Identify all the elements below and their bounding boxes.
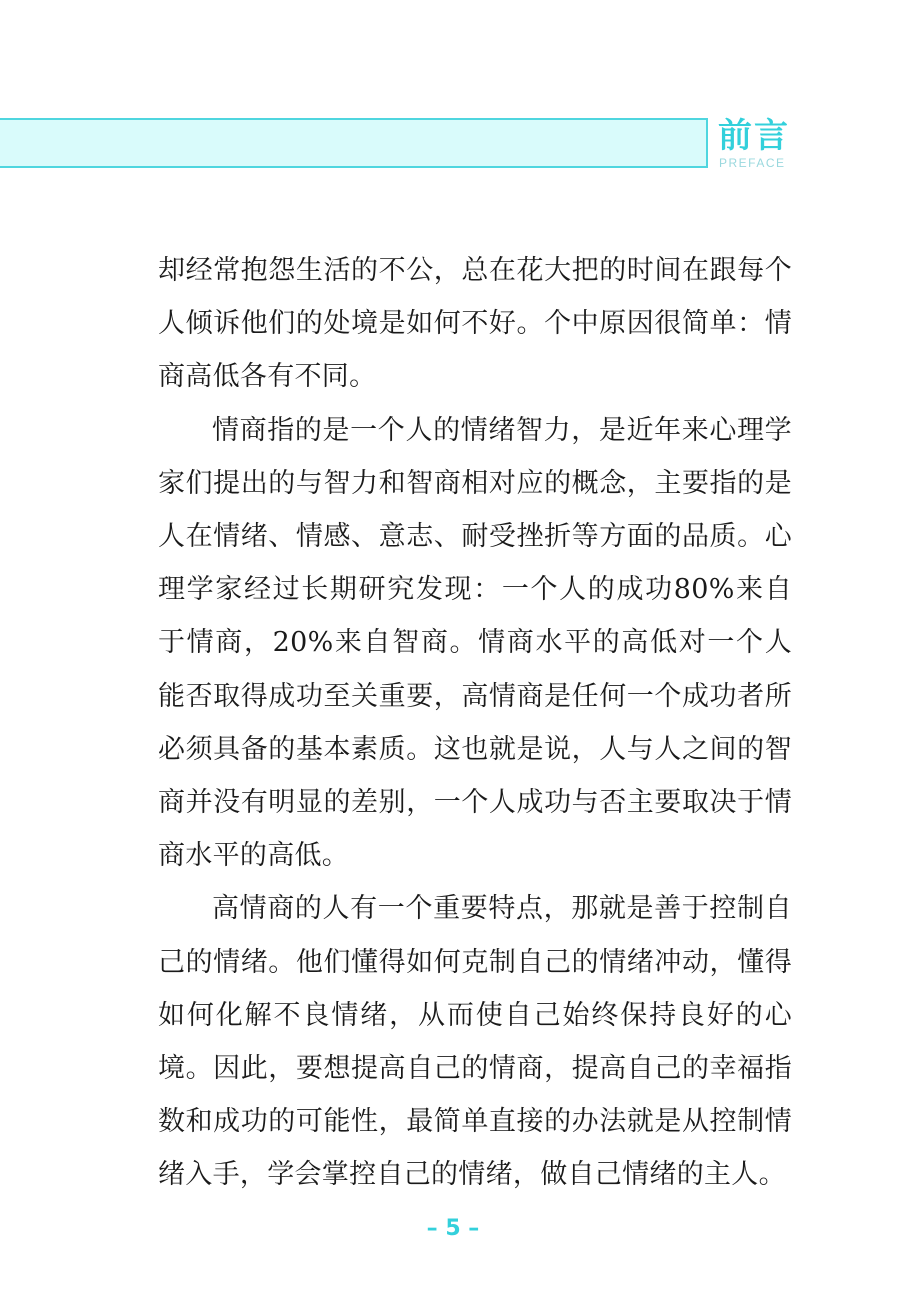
section-title: 前言 <box>718 116 790 156</box>
page-number: – 5 – <box>426 1216 480 1241</box>
section-subtitle: PREFACE <box>719 156 786 170</box>
paragraph-continued: 却经常抱怨生活的不公，总在花大把的时间在跟每个人倾诉他们的处境是如何不好。个中原因很简单：情商高低各有不同。 <box>158 255 792 393</box>
paragraph-controlling-emotions: 高情商的人有一个重要特点，那就是善于控制自己的情绪。他们懂得如何克制自己的情绪冲动，懂得如何化解不良情绪，从而使自己始终保持良好的心境。因此，要想提高自己的情商，提高自己的幸福指数和成功的可能性，最简单直接的办法就是从控制情绪入手，学会掌控自己的情绪，做自己情绪的主人。 <box>158 893 792 1191</box>
header-band <box>0 118 708 168</box>
paragraph-emotional-intelligence-definition: 情商指的是一个人的情绪智力，是近年来心理学家们提出的与智力和智商相对应的概念，主要指的是人在情绪、情感、意志、耐受挫折等方面的品质。心理学家经过长期研究发现：一个人的成功80%来自于情商，20%来自智商。情商水平的高低对一个人能否取得成功至关重要，高情商是任何一个成功者所必须具备的基本素质。这也就是说，人与人之间的智商并没有明显的差别，一个人成功与否主要取决于情商水平的高低。 <box>158 414 792 872</box>
body-text <box>158 244 792 1202</box>
